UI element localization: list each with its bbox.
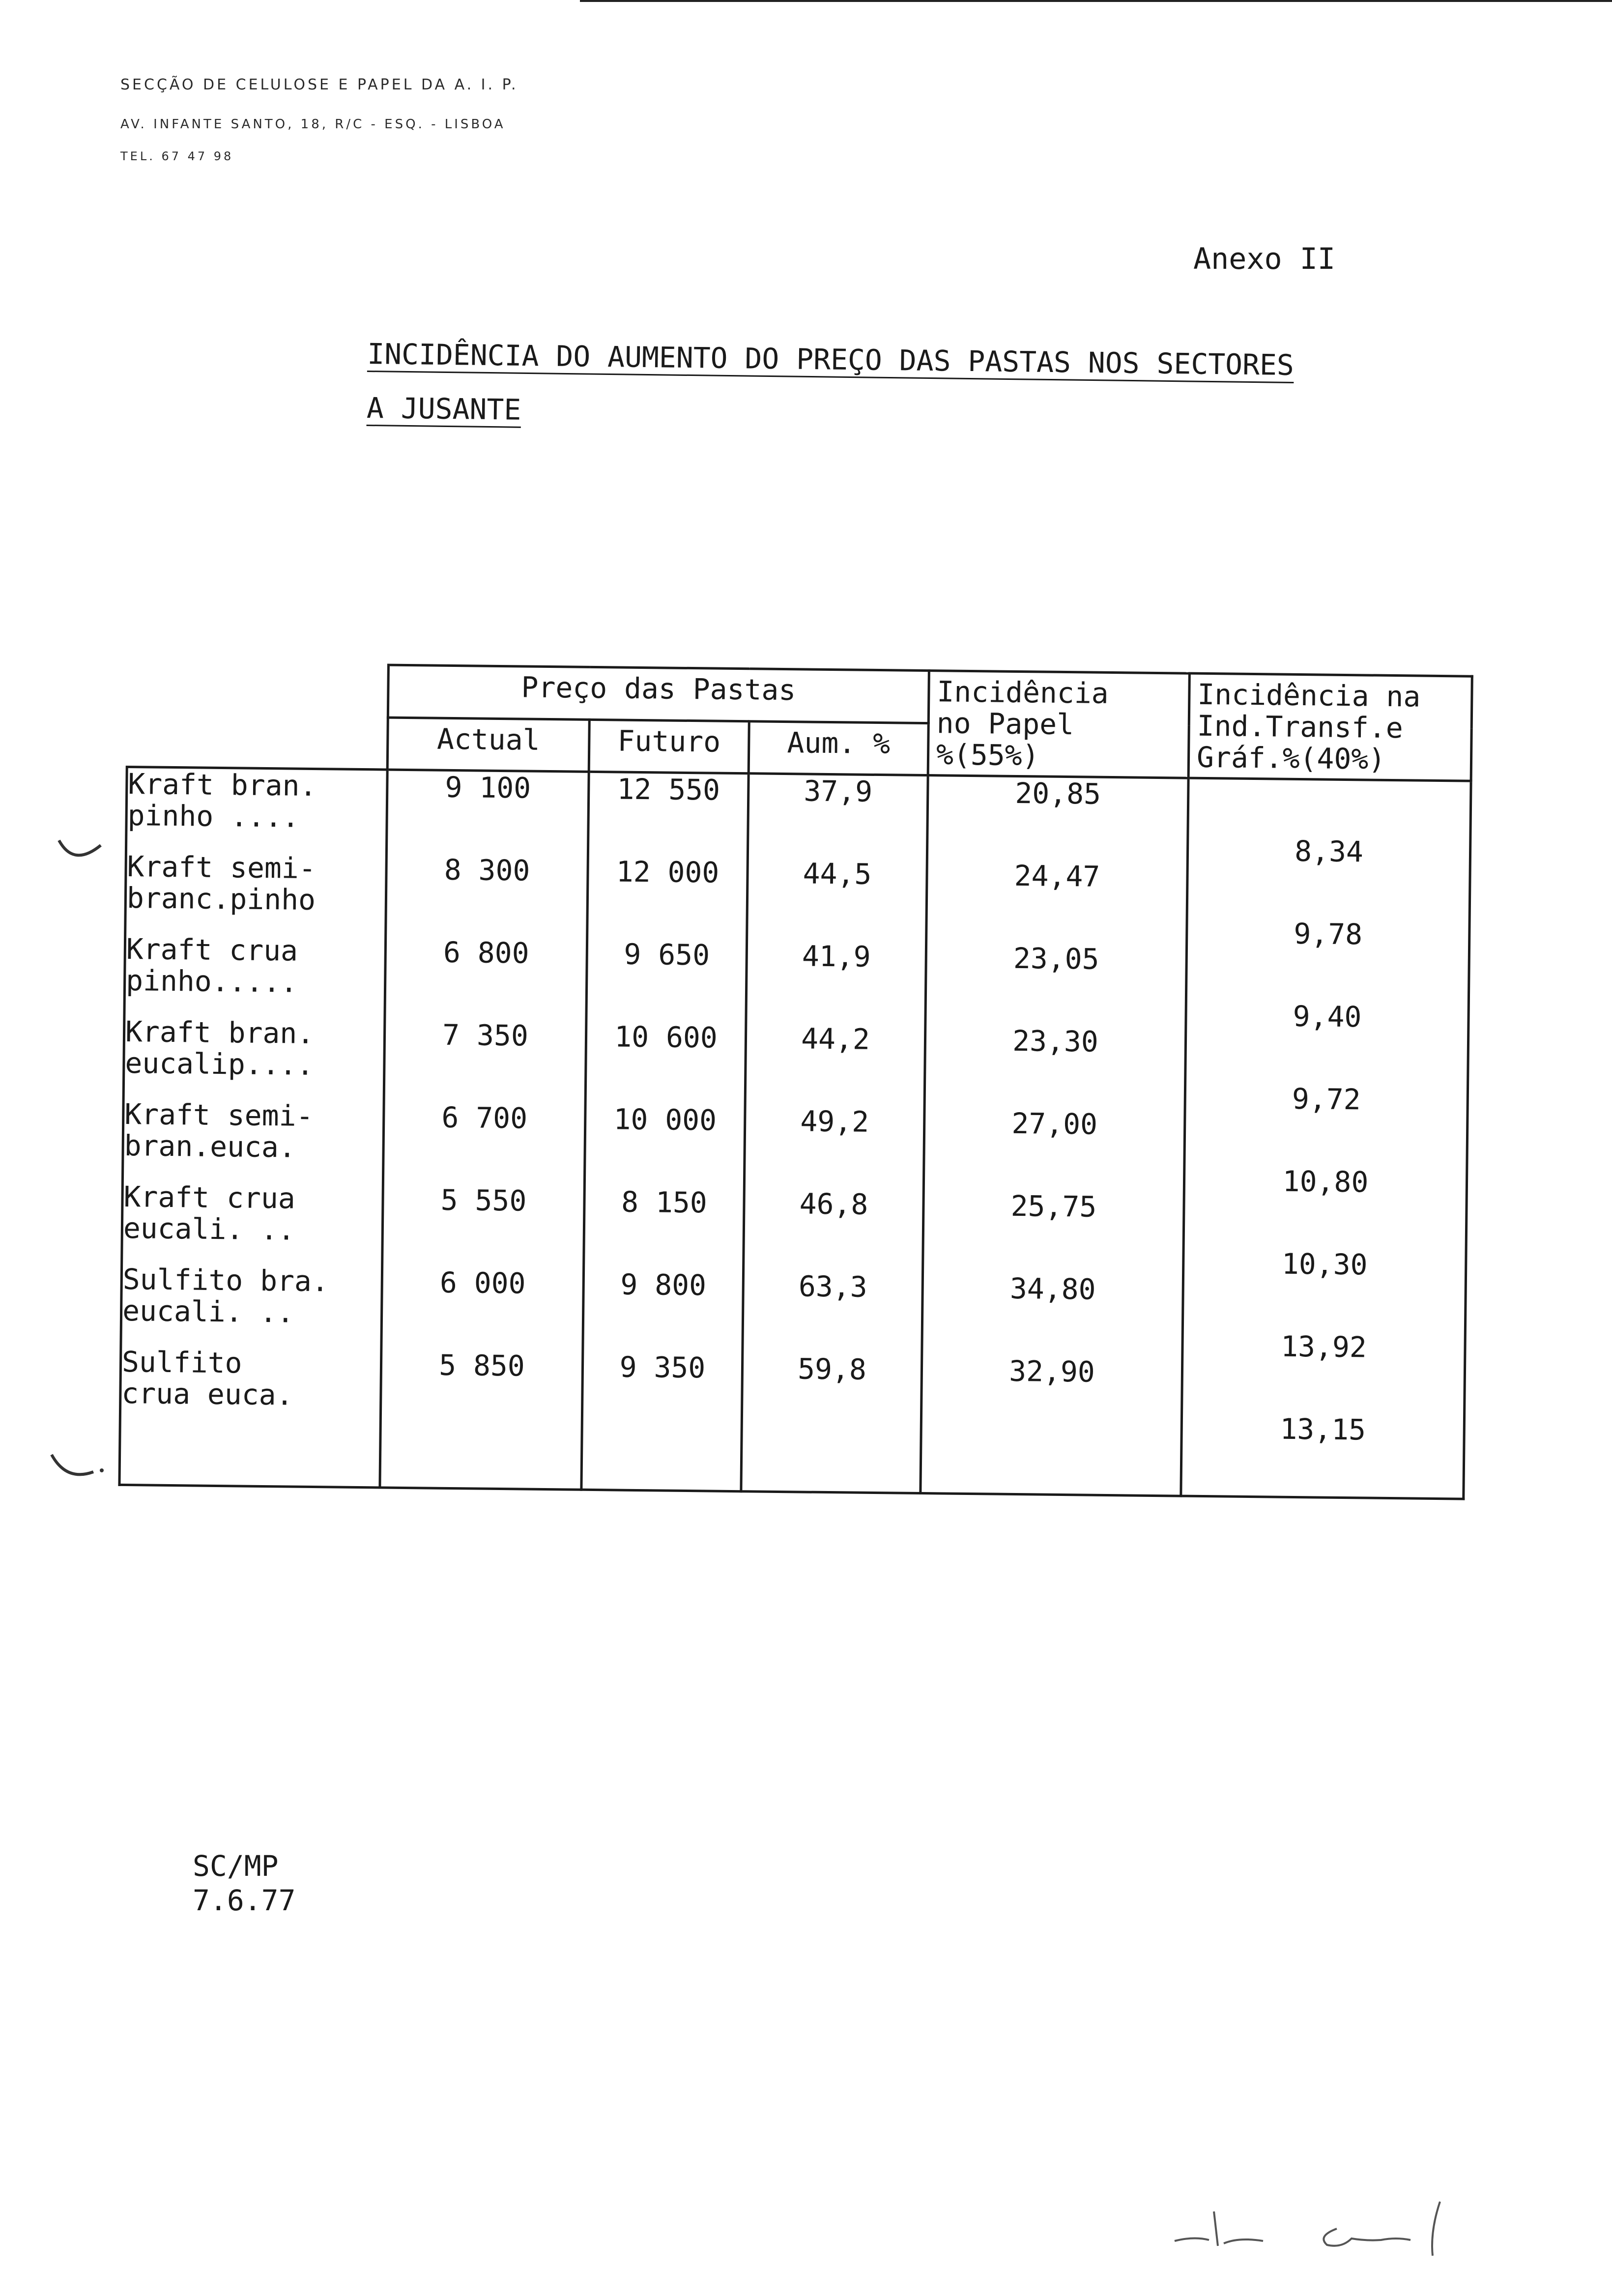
heading-line-2: A JUSANTE: [366, 391, 521, 427]
industry-incidence: 13,92: [1280, 1329, 1367, 1364]
paper-incidence: 20,85: [1015, 776, 1101, 811]
future-price: 8 150: [621, 1185, 708, 1220]
industry-incidence: 10,30: [1281, 1247, 1368, 1282]
industry-incidence-column: [1181, 778, 1471, 1499]
future-price: 9 350: [619, 1350, 706, 1385]
header-incidencia-industria: Incidência na Ind.Transf.e Gráf.%(40%): [1188, 673, 1472, 781]
actual-price: 6 700: [441, 1100, 528, 1135]
price-incidence-table: [118, 661, 1473, 1500]
actual-price: 7 350: [442, 1018, 529, 1053]
header-futuro: Futuro: [589, 719, 749, 774]
letterhead-address: AV. INFANTE SANTO, 18, R/C - ESQ. - LISBOA: [120, 117, 506, 132]
punch-hole-mark-upper: [54, 831, 108, 870]
future-price: 9 800: [620, 1267, 707, 1302]
increase-percent: 37,9: [804, 774, 873, 808]
footer-initials: SC/MP: [193, 1849, 279, 1883]
pulp-type: Sulfito bra. eucali. ..: [122, 1262, 329, 1329]
industry-incidence: 13,15: [1280, 1412, 1366, 1447]
actual-price: 8 300: [444, 853, 530, 888]
future-price: 10 000: [613, 1102, 717, 1137]
actual-price: 6 000: [439, 1265, 526, 1300]
heading-line-1: INCIDÊNCIA DO AUMENTO DO PREÇO DAS PASTAS NOS SECTORES: [367, 337, 1295, 382]
paper-incidence: 23,30: [1012, 1024, 1099, 1059]
pulp-type: Kraft semi- bran.euca.: [124, 1097, 314, 1164]
header-actual: Actual: [387, 718, 589, 772]
top-rule: [580, 0, 1612, 2]
paper-incidence: 32,90: [1008, 1354, 1095, 1389]
letterhead: [120, 76, 518, 163]
table-body-row: [119, 767, 1471, 1499]
increase-percent: 49,2: [800, 1104, 869, 1139]
increase-percent: 44,2: [801, 1022, 870, 1056]
table-header-row-1: [127, 662, 1472, 729]
increase-percent: 44,5: [803, 857, 872, 891]
increase-percent: 63,3: [798, 1269, 867, 1304]
future-price: 10 600: [614, 1020, 718, 1055]
pulp-type: Kraft bran. pinho ....: [127, 767, 317, 834]
industry-incidence: 8,34: [1294, 834, 1364, 869]
footer-date: 7.6.77: [193, 1884, 296, 1917]
actual-price: 5 850: [438, 1348, 525, 1383]
future-price: 9 650: [624, 937, 710, 972]
footer-reference: [193, 1849, 296, 1918]
letterhead-telephone: TEL. 67 47 98: [120, 149, 234, 163]
header-aumento: Aum. %: [748, 721, 928, 775]
pulp-type: Kraft crua eucali. ..: [123, 1179, 296, 1247]
letterhead-organization: SECÇÃO DE CELULOSE E PAPEL DA A. I. P.: [120, 76, 518, 93]
header-incidencia-papel: Incidência no Papel %(55%): [928, 671, 1189, 778]
paper-incidence-column: [921, 775, 1188, 1496]
industry-incidence: 9,78: [1294, 917, 1363, 951]
actual-price: 9 100: [445, 770, 531, 805]
future-price: 12 550: [617, 772, 720, 807]
actual-price: 5 550: [440, 1183, 527, 1218]
actual-price: 6 800: [443, 935, 529, 970]
handwritten-signature: [1165, 2182, 1479, 2261]
header-preco-das-pastas: Preço das Pastas: [388, 665, 929, 723]
document-heading: [366, 327, 1456, 448]
increase-percent: 46,8: [799, 1187, 868, 1221]
pulp-type: Sulfito crua euca.: [121, 1345, 293, 1412]
future-price: 12 000: [616, 855, 720, 890]
increase-percent: 59,8: [797, 1352, 867, 1386]
industry-incidence: 9,40: [1293, 999, 1362, 1034]
industry-incidence: 10,80: [1282, 1164, 1369, 1199]
price-table-wrapper: [118, 661, 1471, 1511]
annex-label: Anexo II: [1193, 242, 1335, 276]
pulp-type-column: [119, 767, 387, 1488]
paper-incidence: 23,05: [1013, 941, 1099, 976]
pulp-type: Kraft semi- branc.pinho: [126, 850, 317, 917]
header-corner: [127, 662, 388, 770]
punch-hole-mark-lower: [47, 1450, 106, 1484]
paper-incidence: 27,00: [1011, 1106, 1098, 1141]
increase-percent: 41,9: [802, 939, 871, 974]
paper-incidence: 34,80: [1009, 1271, 1096, 1306]
paper-incidence: 24,47: [1014, 859, 1100, 893]
pulp-type: Kraft bran. eucalip....: [125, 1015, 315, 1082]
industry-incidence: 9,72: [1292, 1082, 1361, 1117]
actual-price-column: [380, 770, 589, 1490]
pulp-type: Kraft crua pinho.....: [125, 932, 298, 999]
paper-incidence: 25,75: [1010, 1189, 1097, 1224]
increase-percent-column: [741, 774, 928, 1493]
future-price-column: [581, 772, 748, 1491]
